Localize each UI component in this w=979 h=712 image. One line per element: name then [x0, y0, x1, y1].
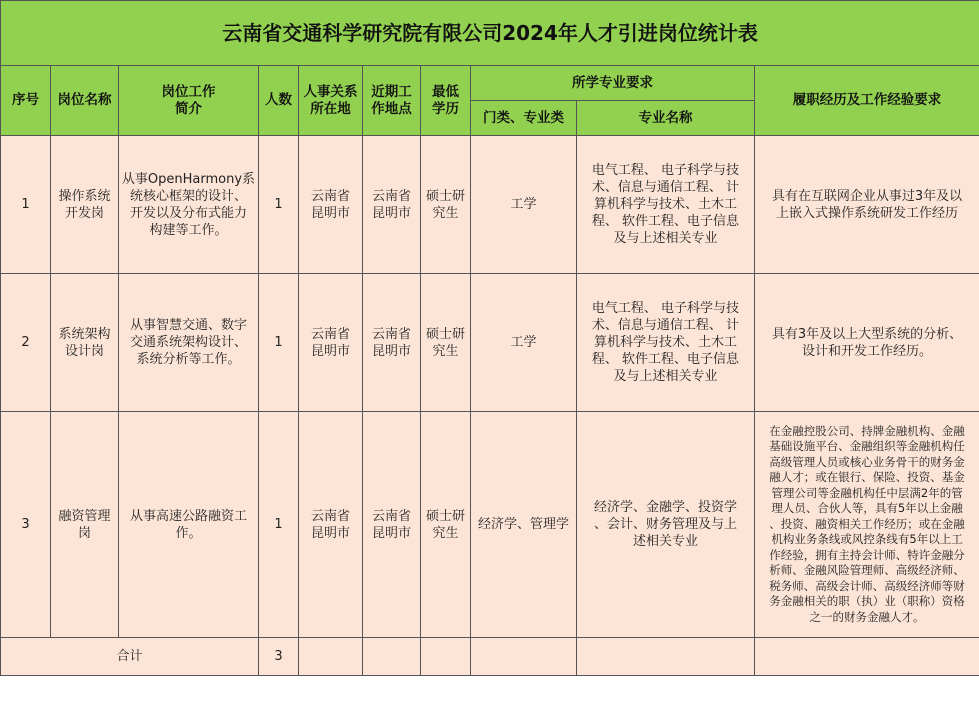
row-major-name: 电气工程、 电子科学与技 术、信息与通信工程、 计 算机科学与技术、土木工 程、 软件工程、电子信息 及与上述相关专业 [577, 136, 755, 274]
header-education: 最低 学历 [421, 66, 471, 136]
row-position: 融资管理 岗 [51, 412, 119, 638]
empty-cell [421, 638, 471, 676]
row-major-name: 经济学、金融学、投资学 、会计、财务管理及与上 述相关专业 [577, 412, 755, 638]
row-education: 硕士研 究生 [421, 136, 471, 274]
row-major-name: 电气工程、 电子科学与技 术、信息与通信工程、 计 算机科学与技术、土木工 程、 软件工程、电子信息 及与上述相关专业 [577, 274, 755, 412]
empty-cell [471, 638, 577, 676]
header-work-location: 近期工 作地点 [363, 66, 421, 136]
row-work-location: 云南省 昆明市 [363, 136, 421, 274]
row-intro: 从事高速公路融资工 作。 [119, 412, 259, 638]
header-intro: 岗位工作 简介 [119, 66, 259, 136]
header-major-name: 专业名称 [577, 101, 755, 136]
row-category: 工学 [471, 274, 577, 412]
row-hr-location: 云南省 昆明市 [299, 412, 363, 638]
row-hr-location: 云南省 昆明市 [299, 274, 363, 412]
table-row [1, 274, 979, 412]
row-hr-location: 云南省 昆明市 [299, 136, 363, 274]
row-count: 1 [259, 136, 299, 274]
empty-cell [577, 638, 755, 676]
header-seq: 序号 [1, 66, 51, 136]
total-count: 3 [259, 638, 299, 676]
row-count: 1 [259, 412, 299, 638]
row-category: 经济学、管理学 [471, 412, 577, 638]
header-position: 岗位名称 [51, 66, 119, 136]
total-label: 合计 [1, 638, 259, 676]
row-position: 系统架构 设计岗 [51, 274, 119, 412]
row-experience: 具有3年及以上大型系统的分析、 设计和开发工作经历。 [755, 274, 979, 412]
header-category: 门类、专业类 [471, 101, 577, 136]
row-seq: 1 [1, 136, 51, 274]
empty-cell [363, 638, 421, 676]
row-experience: 具有在互联网企业从事过3年及以 上嵌入式操作系统研发工作经历 [755, 136, 979, 274]
row-education: 硕士研 究生 [421, 274, 471, 412]
row-intro: 从事智慧交通、数字 交通系统架构设计、 系统分析等工作。 [119, 274, 259, 412]
row-intro: 从事OpenHarmony系 统核心框架的设计、 开发以及分布式能力 构建等工作。 [119, 136, 259, 274]
row-seq: 3 [1, 412, 51, 638]
header-count: 人数 [259, 66, 299, 136]
total-row [1, 638, 979, 676]
row-seq: 2 [1, 274, 51, 412]
empty-cell [755, 638, 979, 676]
row-position: 操作系统 开发岗 [51, 136, 119, 274]
header-hr-location: 人事关系 所在地 [299, 66, 363, 136]
header-experience: 履职经历及工作经验要求 [755, 66, 979, 136]
row-count: 1 [259, 274, 299, 412]
table-row [1, 136, 979, 274]
row-experience: 在金融控股公司、持牌金融机构、金融 基础设施平台、金融组织等金融机构任 高级管理人员或核心业务骨干的财务金 融人才；或在银行、保险、投资、基金 管理公司等金融机构任中层满2年的管 理人员、合伙人等，具有5年以上金融 、投资、融资相关工作经历；或在金融 机构业务条线或风控条线有5年以上工 作经验，拥有主持会计师、特许金融分 析师、金融风险管理师、高级经济师、 税务师、高级会计师、高级经济师等财 务金融相关的职（执）业（职称）资格 之一的财务金融人才。 [755, 412, 979, 638]
header-major-group: 所学专业要求 [471, 66, 755, 101]
row-category: 工学 [471, 136, 577, 274]
table-row [1, 412, 979, 638]
row-education: 硕士研 究生 [421, 412, 471, 638]
row-work-location: 云南省 昆明市 [363, 412, 421, 638]
row-work-location: 云南省 昆明市 [363, 274, 421, 412]
table-title: 云南省交通科学研究院有限公司2024年人才引进岗位统计表 [1, 1, 979, 66]
empty-cell [299, 638, 363, 676]
